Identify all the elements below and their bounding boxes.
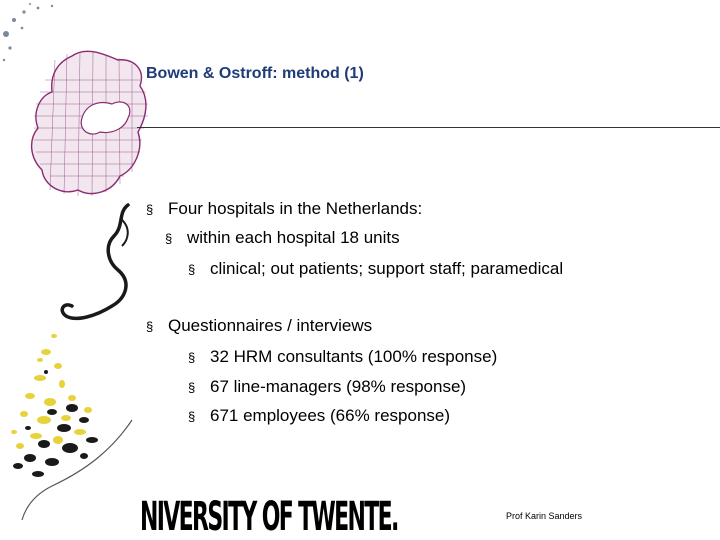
bullet-text: within each hospital 18 units — [187, 228, 400, 247]
bullet-item-2 — [165, 228, 400, 249]
decorative-artwork — [0, 0, 160, 540]
university-logo: NIVERSITY OF TWENTE. — [140, 494, 398, 540]
bullet-item-4 — [146, 316, 372, 337]
bullet-text: clinical; out patients; support staff; paramedical — [210, 259, 564, 278]
bullet-text: 32 HRM consultants (100% response) — [210, 347, 498, 366]
bullet-glyph: § — [165, 231, 173, 246]
slide-title: Bowen & Ostroff: method (1) — [146, 65, 364, 82]
bullet-glyph: § — [188, 262, 196, 277]
bullet-glyph: § — [188, 409, 196, 424]
spotted-texture-graphic — [11, 334, 98, 477]
bullet-item-5 — [188, 347, 497, 368]
bullet-text: Four hospitals in the Netherlands: — [168, 199, 423, 218]
mesh-blob-graphic — [32, 51, 148, 196]
bullet-text: 671 employees (66% response) — [210, 406, 451, 425]
bullet-glyph: § — [146, 319, 154, 334]
dotted-swirl-graphic — [3, 3, 53, 61]
author-credit: Prof Karin Sanders — [506, 511, 583, 521]
bullet-glyph: § — [146, 202, 154, 217]
bullet-item-1 — [146, 199, 422, 220]
bullet-item-7 — [188, 406, 450, 427]
bullet-glyph: § — [188, 350, 196, 365]
bullet-text: 67 line-managers (98% response) — [210, 377, 467, 396]
black-curve-graphic — [62, 205, 128, 318]
title-divider — [137, 127, 720, 128]
bullet-item-6 — [188, 377, 466, 398]
bullet-item-3 — [188, 259, 563, 280]
bullet-glyph: § — [188, 380, 196, 395]
bullet-text: Questionnaires / interviews — [168, 316, 373, 335]
